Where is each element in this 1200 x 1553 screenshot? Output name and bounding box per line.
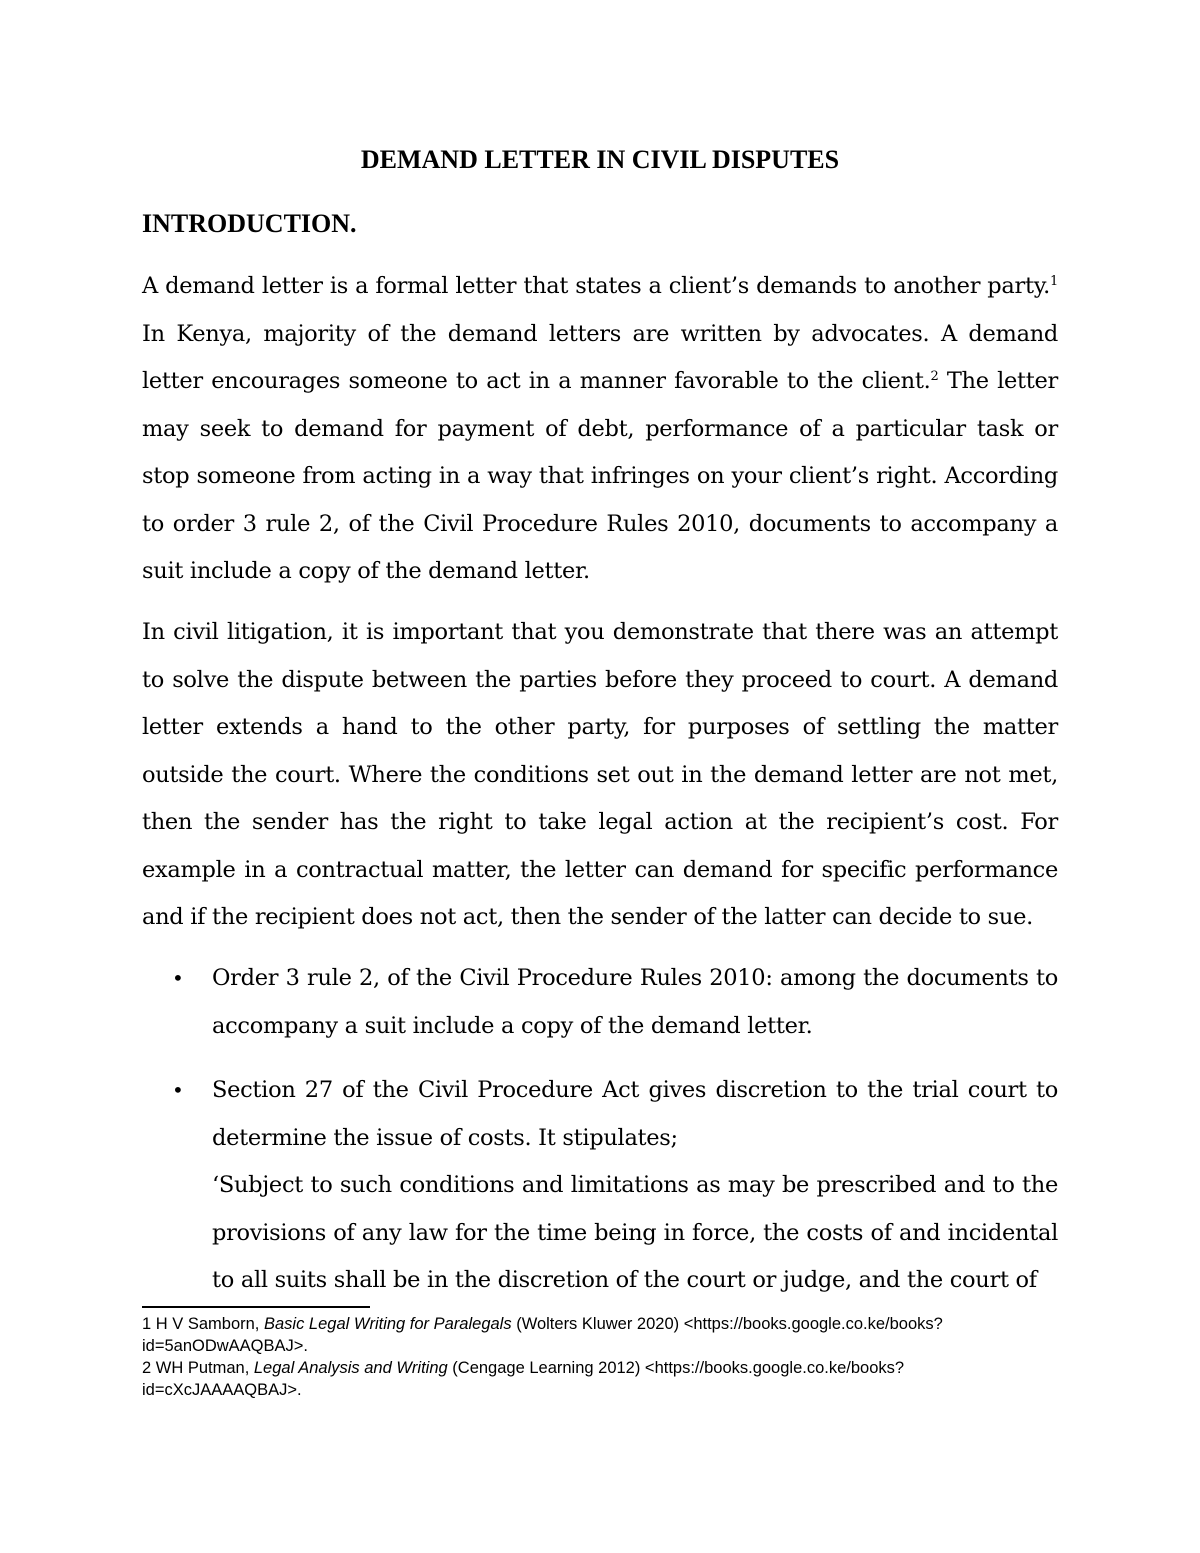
statute-quote: ‘Subject to such conditions and limitations as may be prescribed and to the provisions of any law for the time being in force, the costs of and incidental to all suits shall be in the discretion of the court or judge, and the court of xyxy=(212,1172,1058,1293)
footnote-reference[interactable]: 2 xyxy=(930,369,939,385)
footnote-link[interactable]: (Cengage Learning 2012) <https://books.google.co.ke/books?id=cXcJAAAAQBAJ>. xyxy=(142,1359,905,1399)
footnote-source: Legal Analysis and Writing xyxy=(253,1359,448,1377)
footnotes xyxy=(142,1313,1058,1401)
list-item-text: Order 3 rule 2, of the Civil Procedure Rules 2010: among the documents to accompany a suit include a copy of the demand letter. xyxy=(212,965,1058,1039)
footnote-reference[interactable]: 1 xyxy=(1050,274,1058,290)
list-item-text: Section 27 of the Civil Procedure Act gives discretion to the trial court to determine the issue of costs. It stipulates; xyxy=(212,1077,1058,1151)
footnote-author: 1 H V Samborn, xyxy=(142,1315,264,1333)
list-item-content xyxy=(212,1067,1058,1305)
paragraph-introduction xyxy=(142,263,1058,596)
footnote-separator xyxy=(142,1306,370,1308)
footnote-1 xyxy=(142,1313,1058,1357)
footnote-source: Basic Legal Writing for Paralegals xyxy=(263,1315,512,1333)
document-title: DEMAND LETTER IN CIVIL DISPUTES xyxy=(360,145,840,174)
paragraph-text: A demand letter is a formal letter that states a client’s demands to another party. xyxy=(142,273,1051,299)
footnote-link[interactable]: (Wolters Kluwer 2020) <https://books.google.co.ke/books?id=5anODwAAQBAJ>. xyxy=(142,1315,943,1355)
bullet-icon: • xyxy=(172,966,184,990)
bullet-icon: • xyxy=(172,1078,184,1102)
paragraph-civil-litigation: In civil litigation, it is important that you demonstrate that there was an attempt to solve the dispute between the parties before they proceed to court. A demand letter extends a hand to the other party, for purposes of settling the matter outside the court. Where the conditions set out in the demand letter are not met, then the sender has the right to take legal action at the recipient’s cost. For example in a contractual matter, the letter can demand for specific performance and if the recipient does not act, then the sender of the latter can decide to sue. xyxy=(142,619,1058,930)
paragraph-text: The letter may seek to demand for payment of debt, performance of a particular task or stop someone from acting in a way that infringes on your client’s right. According to order 3 rule 2, of the Civil Procedure Rules 2010, documents to accompany a suit include a copy of the demand letter. xyxy=(142,368,1059,584)
footnote-2 xyxy=(142,1357,1058,1401)
paragraph-text: In Kenya, majority of the demand letters are written by advocates. A demand letter encourages someone to act in a manner favorable to the client. xyxy=(142,320,1058,394)
footnote-author: 2 WH Putman, xyxy=(142,1359,254,1377)
section-heading: INTRODUCTION. xyxy=(142,209,357,238)
